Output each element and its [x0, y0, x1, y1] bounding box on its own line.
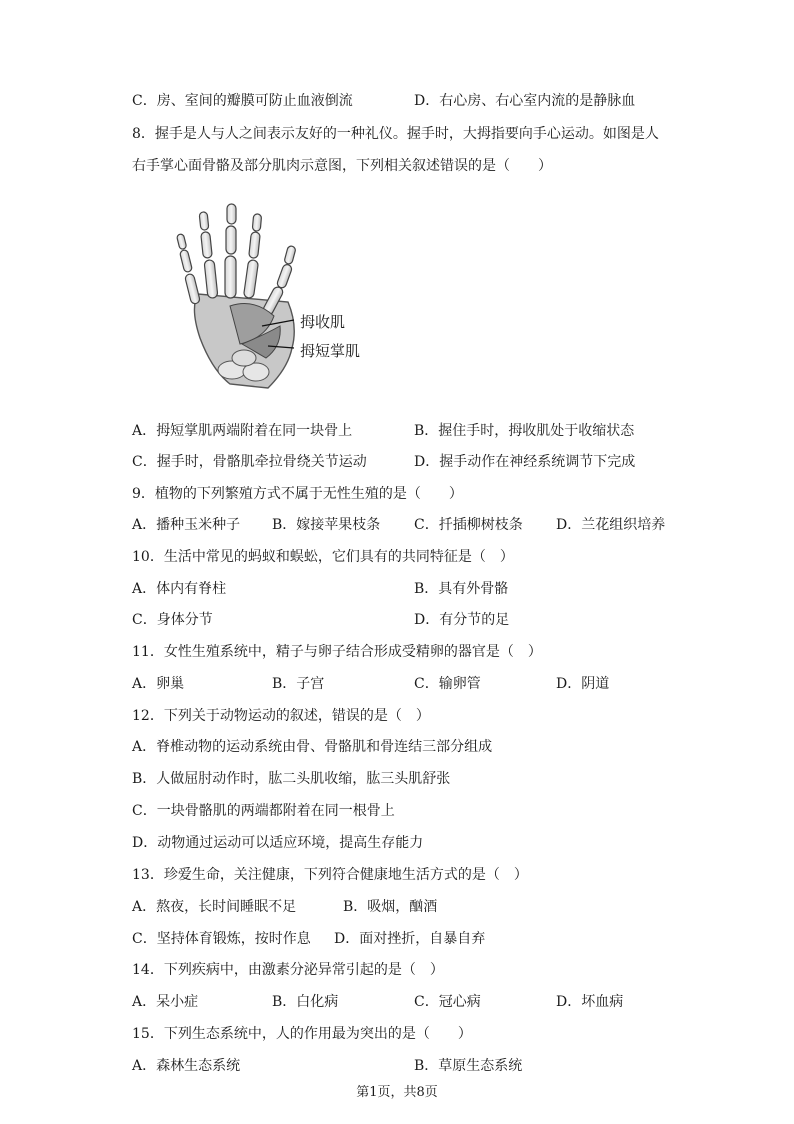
q8-option-c: C．握手时，骨骼肌牵拉骨绕关节运动 — [132, 454, 367, 470]
q7-option-c: C．房、室间的瓣膜可防止血液倒流 — [132, 93, 353, 109]
q7-option-d: D．右心房、右心室内流的是静脉血 — [414, 93, 636, 109]
q11-option-a: A．卵巢 — [132, 676, 185, 692]
q9-option-d: D．兰花组织培养 — [556, 517, 666, 533]
q10-option-c: C．身体分节 — [132, 612, 213, 628]
q9-option-b: B．嫁接苹果枝条 — [272, 517, 381, 533]
q10-option-b: B．具有外骨骼 — [414, 581, 509, 597]
q12-stem: 12．下列关于动物运动的叙述，错误的是（ ） — [132, 708, 430, 724]
q8-stem-line2: 右手掌心面骨骼及部分肌肉示意图，下列相关叙述错误的是（ ） — [132, 158, 552, 174]
q11-option-d: D．阴道 — [556, 676, 610, 692]
q11-stem: 11．女性生殖系统中，精子与卵子结合形成受精卵的器官是（ ） — [132, 644, 542, 660]
q12-option-a: A．脊椎动物的运动系统由骨、骨骼肌和骨连结三部分组成 — [132, 739, 493, 755]
q10-stem: 10．生活中常见的蚂蚁和蜈蚣，它们具有的共同特征是（ ） — [132, 549, 514, 565]
figure-label-adductor: 拇收肌 — [300, 313, 346, 331]
q14-option-a: A．呆小症 — [132, 994, 199, 1010]
q12-option-d: D．动物通过运动可以适应环境，提高生存能力 — [132, 835, 424, 851]
q8-option-a: A．拇短掌肌两端附着在同一块骨上 — [132, 423, 353, 439]
q9-option-a: A．播种玉米种子 — [132, 517, 241, 533]
q10-option-d: D．有分节的足 — [414, 612, 510, 628]
q9-option-c: C．扦插柳树枝条 — [414, 517, 523, 533]
q14-option-b: B．白化病 — [272, 994, 339, 1010]
q8-stem-line1: 8．握手是人与人之间表示友好的一种礼仪。握手时，大拇指要向手心运动。如图是人 — [132, 126, 659, 142]
hand-skeleton-figure — [170, 198, 410, 394]
q8-option-d: D．握手动作在神经系统调节下完成 — [414, 454, 636, 470]
hand-skeleton-illustration — [170, 198, 410, 394]
q12-option-b: B．人做屈肘动作时，肱二头肌收缩，肱三头肌舒张 — [132, 771, 451, 787]
q14-option-c: C．冠心病 — [414, 994, 481, 1010]
q13-option-b: B．吸烟，酗酒 — [343, 899, 438, 915]
q11-option-b: B．子宫 — [272, 676, 325, 692]
q15-stem: 15．下列生态系统中，人的作用最为突出的是（ ） — [132, 1026, 472, 1042]
q13-option-c: C．坚持体育锻炼，按时作息 — [132, 931, 311, 947]
q13-stem: 13．珍爱生命，关注健康，下列符合健康地生活方式的是（ ） — [132, 867, 528, 883]
q13-option-d: D．面对挫折，自暴自弃 — [334, 931, 486, 947]
q10-option-a: A．体内有脊柱 — [132, 581, 227, 597]
figure-label-short-palmar: 拇短掌肌 — [300, 342, 361, 360]
q14-option-d: D．坏血病 — [556, 994, 624, 1010]
page-number-footer: 第1页，共8页 — [356, 1085, 438, 1100]
q8-option-b: B．握住手时，拇收肌处于收缩状态 — [414, 423, 635, 439]
q15-option-a: A．森林生态系统 — [132, 1058, 241, 1074]
q11-option-c: C．输卵管 — [414, 676, 481, 692]
q15-option-b: B．草原生态系统 — [414, 1058, 523, 1074]
q9-stem: 9．植物的下列繁殖方式不属于无性生殖的是（ ） — [132, 486, 463, 502]
q13-option-a: A．熬夜，长时间睡眠不足 — [132, 899, 297, 915]
q12-option-c: C．一块骨骼肌的两端都附着在同一根骨上 — [132, 803, 395, 819]
q14-stem: 14．下列疾病中，由激素分泌异常引起的是（ ） — [132, 962, 444, 978]
